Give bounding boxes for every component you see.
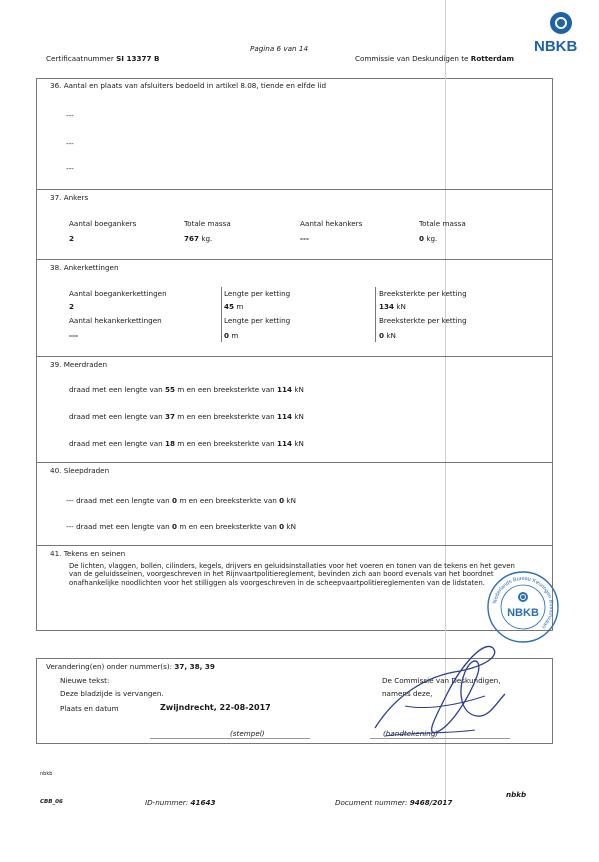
nbkb-logo-text: NBKB [534, 38, 578, 55]
s38-row1-value-strength: 134 kN [379, 302, 406, 311]
cert-number-value: SI 13377 B [116, 54, 160, 63]
commission-city: Rotterdam [470, 54, 515, 63]
s40-title: 40. Sleepdraden [50, 466, 110, 475]
s41-title: 41. Tekens en seinen [50, 549, 126, 558]
s37-label-stern-anchors: Aantal hekankers [300, 219, 363, 228]
change-place-label: Plaats en datum [60, 704, 119, 713]
footer-small-left: nbkb [40, 771, 53, 777]
stempel-rule [150, 738, 310, 739]
change-place-value: Zwijndrecht, 22-08-2017 [160, 703, 271, 712]
s37-label-bow-anchors: Aantal boegankers [69, 219, 137, 228]
s39-line-1: draad met een lengte van 55 m en een breeksterkte van 114 kN [69, 385, 304, 394]
s38-row2-value-count: --- [69, 331, 78, 340]
s39-line-2: draad met een lengte van 37 m en een breeksterkte van 114 kN [69, 412, 304, 421]
s39-line-3: draad met een lengte van 18 m en een breeksterkte van 114 kN [69, 439, 304, 448]
change-numbers-line: Verandering(en) onder nummer(s): 37, 38, 39 [46, 662, 215, 671]
s38-col-divider-1 [221, 287, 222, 342]
change-new-text: Nieuwe tekst: [60, 676, 110, 685]
commission-prefix: Commissie van Deskundigen te [355, 54, 469, 63]
s36-title: 36. Aantal en plaats van afsluiters bedoeld in artikel 8.08, tiende en elfde lid [50, 81, 327, 90]
s37-value-stern-anchors: --- [300, 234, 309, 243]
change-stempel-label: (stempel) [230, 729, 265, 738]
s37-value-total-mass-1: 767 kg. [184, 234, 213, 243]
s38-row1-label-count: Aantal boegankerkettingen [69, 289, 167, 298]
s38-row1-value-length: 45 m [224, 302, 244, 311]
cert-label: Certificaatnummer [46, 54, 114, 63]
s37-label-total-mass-2: Totale massa [419, 219, 466, 228]
divider-40-41 [36, 545, 553, 546]
s38-row2-label-length: Lengte per ketting [224, 316, 291, 325]
stamp-ring-text: Nederlands Bureau Keuringen Binnenvaart [492, 575, 555, 630]
divider-36-37 [36, 189, 553, 190]
s37-label-total-mass-1: Totale massa [184, 219, 231, 228]
change-page-replaced: Deze bladzijde is vervangen. [60, 689, 164, 698]
s37-value-total-mass-2: 0 kg. [419, 234, 438, 243]
footer-id: ID-nummer: 41643 [145, 798, 216, 807]
stamp-logo-icon [518, 592, 528, 602]
s36-line-2: --- [66, 139, 74, 148]
s40-line-2: --- draad met een lengte van 0 m en een breeksterkte van 0 kN [66, 522, 296, 531]
s40-line-1: --- draad met een lengte van 0 m en een breeksterkte van 0 kN [66, 496, 296, 505]
s36-line-3: --- [66, 164, 74, 173]
commission-header [355, 54, 514, 63]
footer-document-number: Document nummer: 9468/2017 [335, 798, 453, 807]
divider-38-39 [36, 356, 553, 357]
change-commission-line-2: namens deze, [382, 689, 433, 698]
nbkb-logo-icon [550, 12, 572, 34]
s38-row1-label-strength: Breeksterkte per ketting [379, 289, 467, 298]
s41-text: De lichten, vlaggen, bollen, cilinders, kegels, drijvers en geluidsinstallaties voor het voeren en tonen van de tekens en het geven van de geluidsseinen, voorgeschreven in het Rijnvaartpolitiereglement, bevinden zich aan boord evenals van het boordnet onafhankelijke noodlichten voor het stilliggen als voorgeschreven in de scheepvaartpolitiereglementen van de lidstaten. [69, 562, 515, 587]
divider-39-40 [36, 462, 553, 463]
s38-title: 38. Ankerkettingen [50, 263, 119, 272]
s36-line-1: --- [66, 111, 74, 120]
change-signature-label: (handtekening) [383, 729, 439, 738]
s38-row2-label-strength: Breeksterkte per ketting [379, 316, 467, 325]
s37-title: 37. Ankers [50, 193, 89, 202]
footer-form-code: CBB_06 [40, 799, 63, 805]
s38-row2-label-count: Aantal hekankerkettingen [69, 316, 162, 325]
s39-title: 39. Meerdraden [50, 360, 108, 369]
divider-37-38 [36, 259, 553, 260]
stamp-logo-text: NBKB [507, 607, 539, 619]
signature-icon [365, 636, 515, 746]
s37-value-bow-anchors: 2 [69, 234, 75, 243]
nbkb-stamp [486, 570, 560, 644]
page-indicator: Pagina 6 van 14 [250, 44, 309, 53]
footer-right-nbkb: nbkb [506, 790, 527, 799]
s38-col-divider-2 [375, 287, 376, 342]
certificate-number [46, 54, 159, 63]
s38-row1-label-length: Lengte per ketting [224, 289, 291, 298]
change-commission-line-1: De Commissie van Deskundigen, [382, 676, 501, 685]
s38-row2-value-strength: 0 kN [379, 331, 396, 340]
s38-row2-value-length: 0 m [224, 331, 239, 340]
s38-row1-value-count: 2 [69, 302, 75, 311]
